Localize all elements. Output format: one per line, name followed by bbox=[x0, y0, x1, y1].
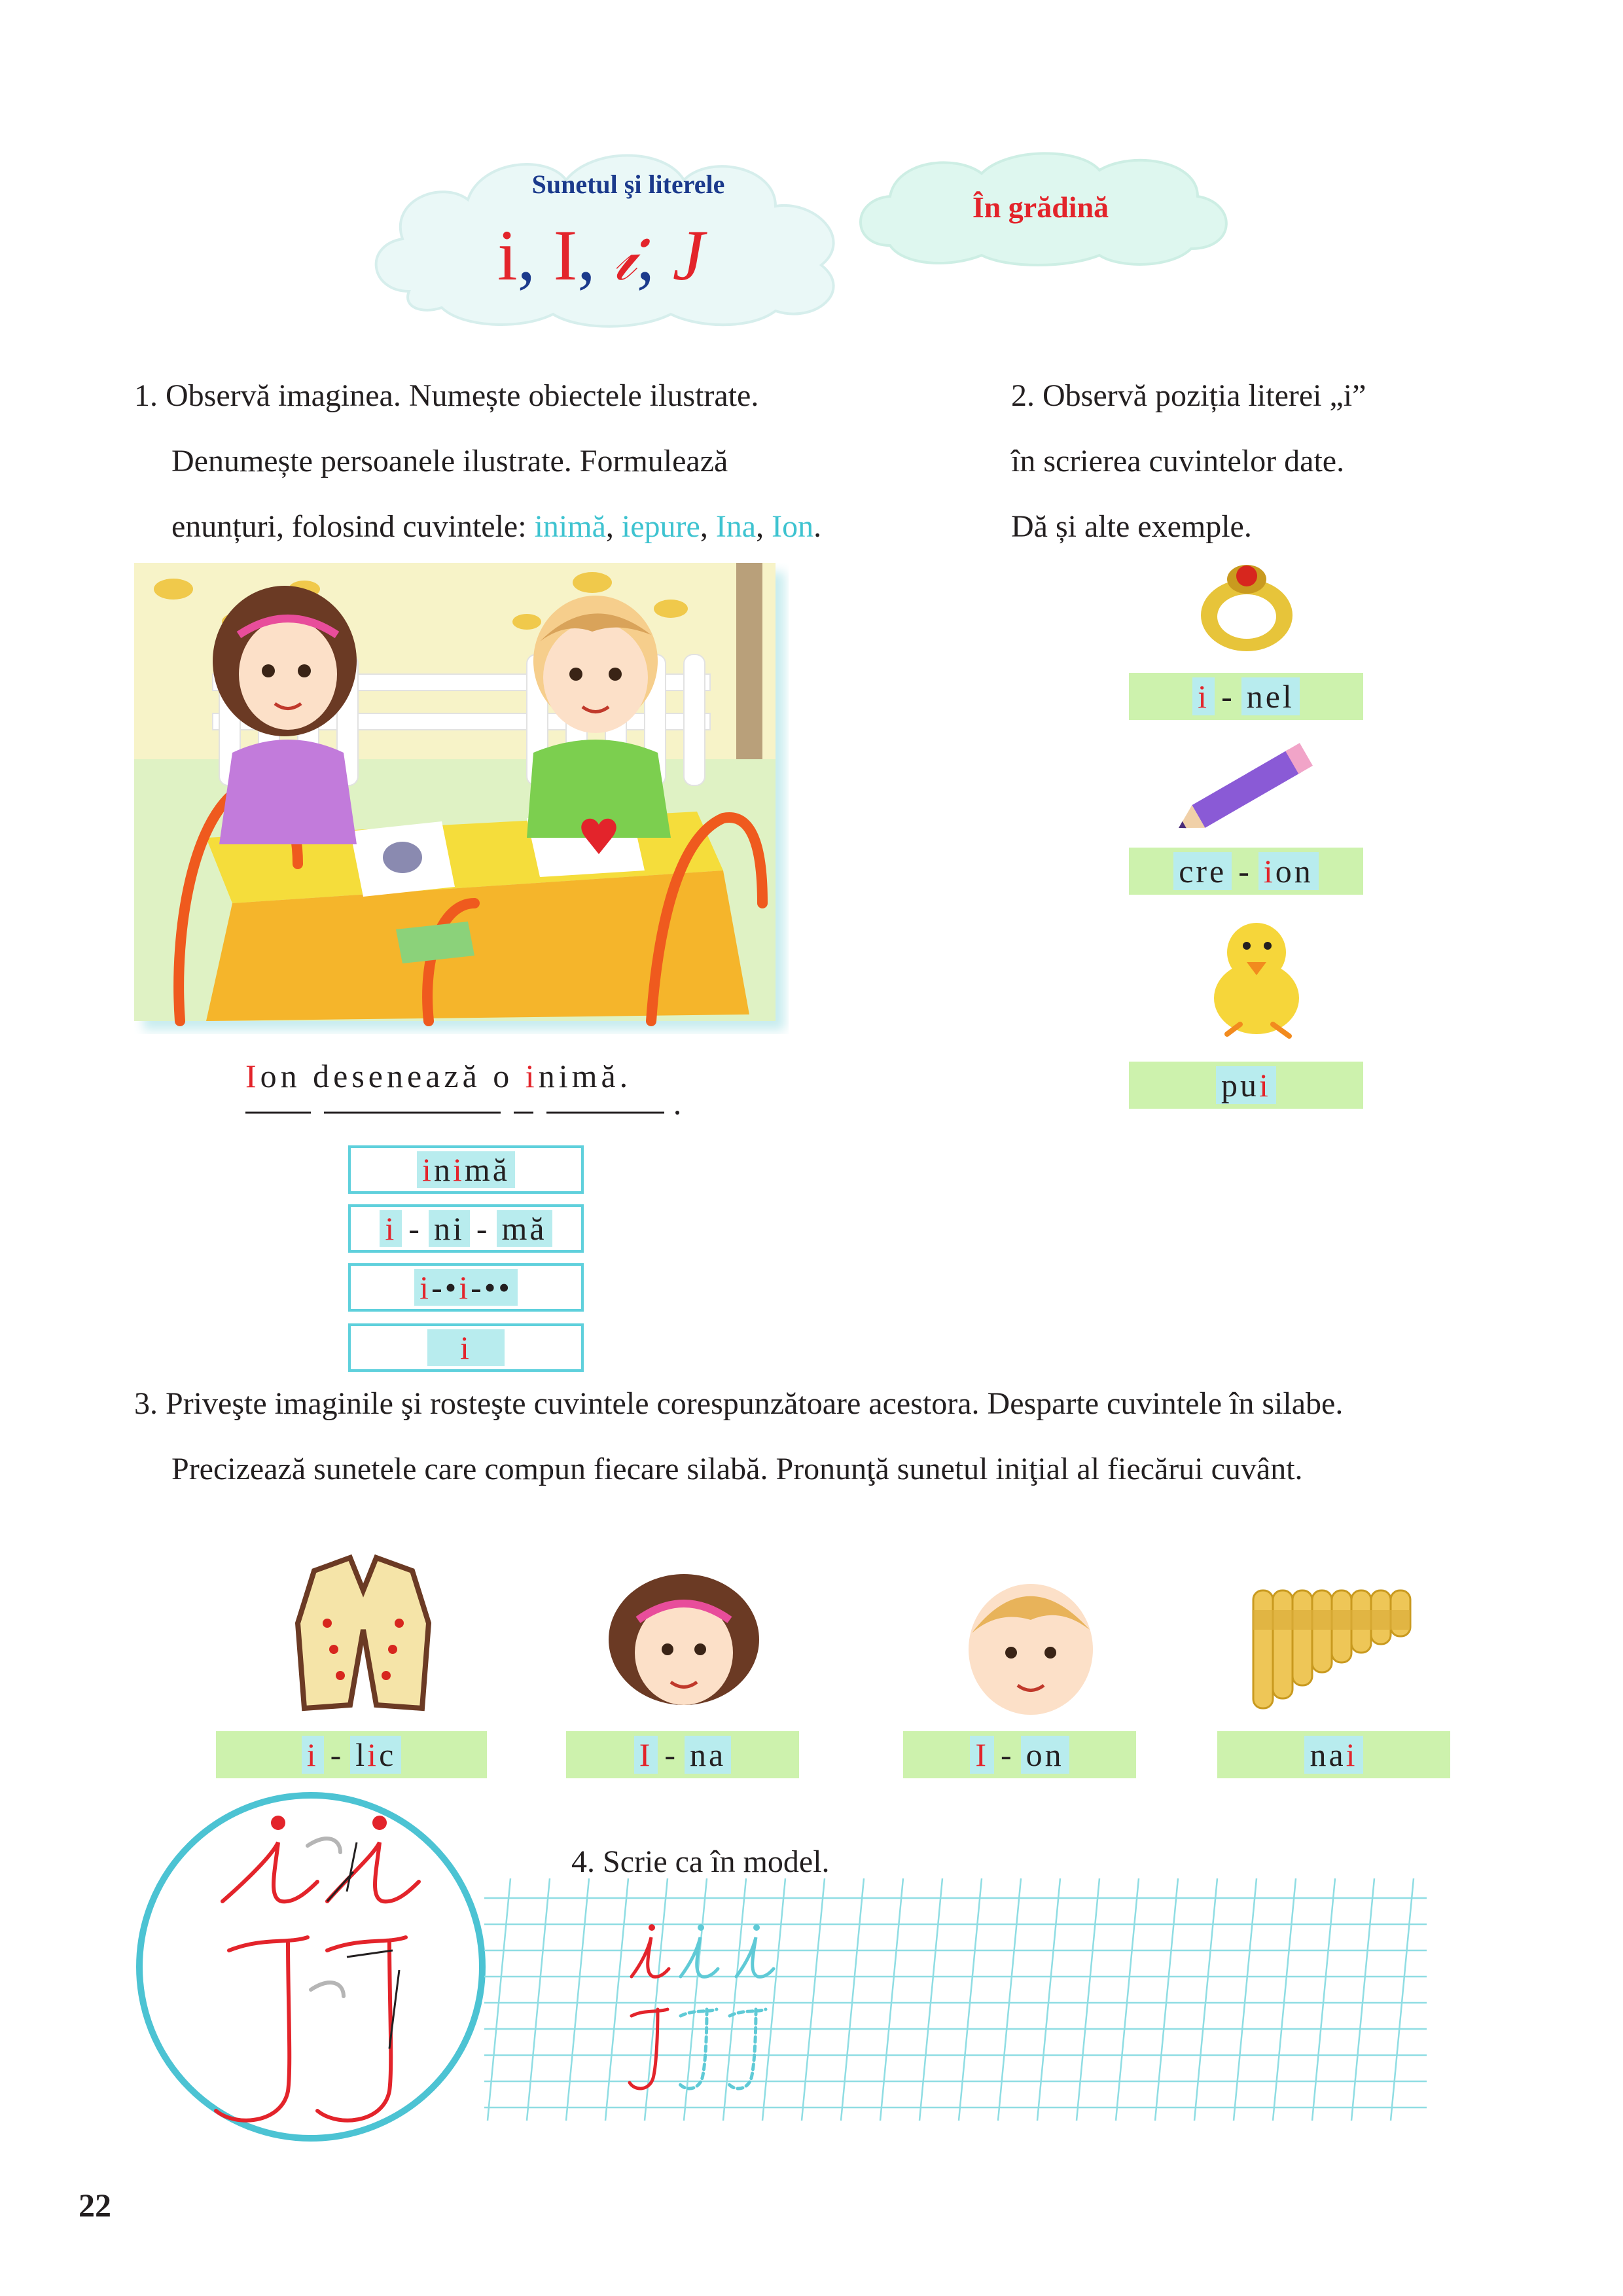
girl-face-icon bbox=[605, 1574, 762, 1718]
pencil-icon bbox=[1165, 740, 1329, 838]
letter-i-print: i bbox=[497, 215, 518, 295]
vest-icon bbox=[288, 1551, 438, 1715]
pill-ion: I - on bbox=[903, 1731, 1136, 1778]
sentence-word-lines bbox=[245, 1106, 690, 1119]
pill-pui: pui bbox=[1129, 1062, 1363, 1109]
pill-inel: i - nel bbox=[1129, 673, 1363, 720]
letter-i-script: 𝒾 bbox=[613, 215, 637, 295]
letter-I-script: J bbox=[672, 215, 705, 295]
word-box-inima: inimă bbox=[348, 1145, 584, 1194]
word-ina: Ina bbox=[715, 509, 757, 544]
ex3-line2: Precizează sunetele care compun fiecare silabă. Pronunţă sunetul iniţial al fiecărui cuvânt. bbox=[171, 1452, 1303, 1486]
pill-creion: cre - ion bbox=[1129, 848, 1363, 895]
panflute-icon bbox=[1247, 1584, 1417, 1715]
pill-ina: I - na bbox=[566, 1731, 799, 1778]
ex1-line1: 1. Observă imaginea. Numește obiectele ilustrate. bbox=[134, 378, 759, 413]
ex2-line1: 2. Observă poziția literei „i” bbox=[1011, 378, 1366, 413]
letter-I-print: I bbox=[553, 215, 578, 295]
chick-icon bbox=[1201, 913, 1312, 1044]
word-iepure: iepure bbox=[621, 509, 700, 544]
ex2-line3: Dă și alte exemple. bbox=[1011, 509, 1252, 544]
scheme-box-inima: i-•i-•• bbox=[348, 1263, 584, 1312]
ex3-line1: 3. Priveşte imaginile şi rosteşte cuvintele corespunzătoare acestora. Desparte cuvintele în silabe. bbox=[134, 1386, 1344, 1421]
page-number: 22 bbox=[79, 2187, 111, 2223]
handwriting-practice-grid bbox=[484, 1878, 1440, 2127]
ex2-line2: în scrierea cuvintelor date. bbox=[1011, 444, 1345, 478]
word-inima: inimă bbox=[534, 509, 606, 544]
lesson-subtitle: Sunetul şi literele bbox=[531, 170, 725, 199]
ring-icon bbox=[1194, 556, 1299, 655]
boy-face-icon bbox=[962, 1574, 1099, 1718]
handwriting-model-circle bbox=[131, 1787, 497, 2153]
lesson-letters: i, I, 𝒾, J bbox=[497, 215, 705, 295]
word-ion: Ion bbox=[772, 509, 814, 544]
lesson-topic: În grădină bbox=[972, 190, 1109, 224]
ex4-instruction: 4. Scrie ca în model. bbox=[571, 1844, 830, 1879]
ex1-line3: enunțuri, folosind cuvintele: inimă, iepure, Ina, Ion. bbox=[171, 509, 822, 544]
example-sentence: Ion desenează o inimă. bbox=[245, 1058, 632, 1094]
ex1-line2: Denumește persoanele ilustrate. Formulează bbox=[171, 444, 728, 478]
garden-drawing-illustration bbox=[134, 563, 789, 1034]
syllable-box-inima: i - ni - mă bbox=[348, 1204, 584, 1253]
letter-box-i: i bbox=[348, 1323, 584, 1372]
pill-nai: nai bbox=[1217, 1731, 1450, 1778]
ex1-line3-prefix: enunțuri, folosind cuvintele: bbox=[171, 509, 535, 544]
pill-ilic: i - lic bbox=[216, 1731, 487, 1778]
